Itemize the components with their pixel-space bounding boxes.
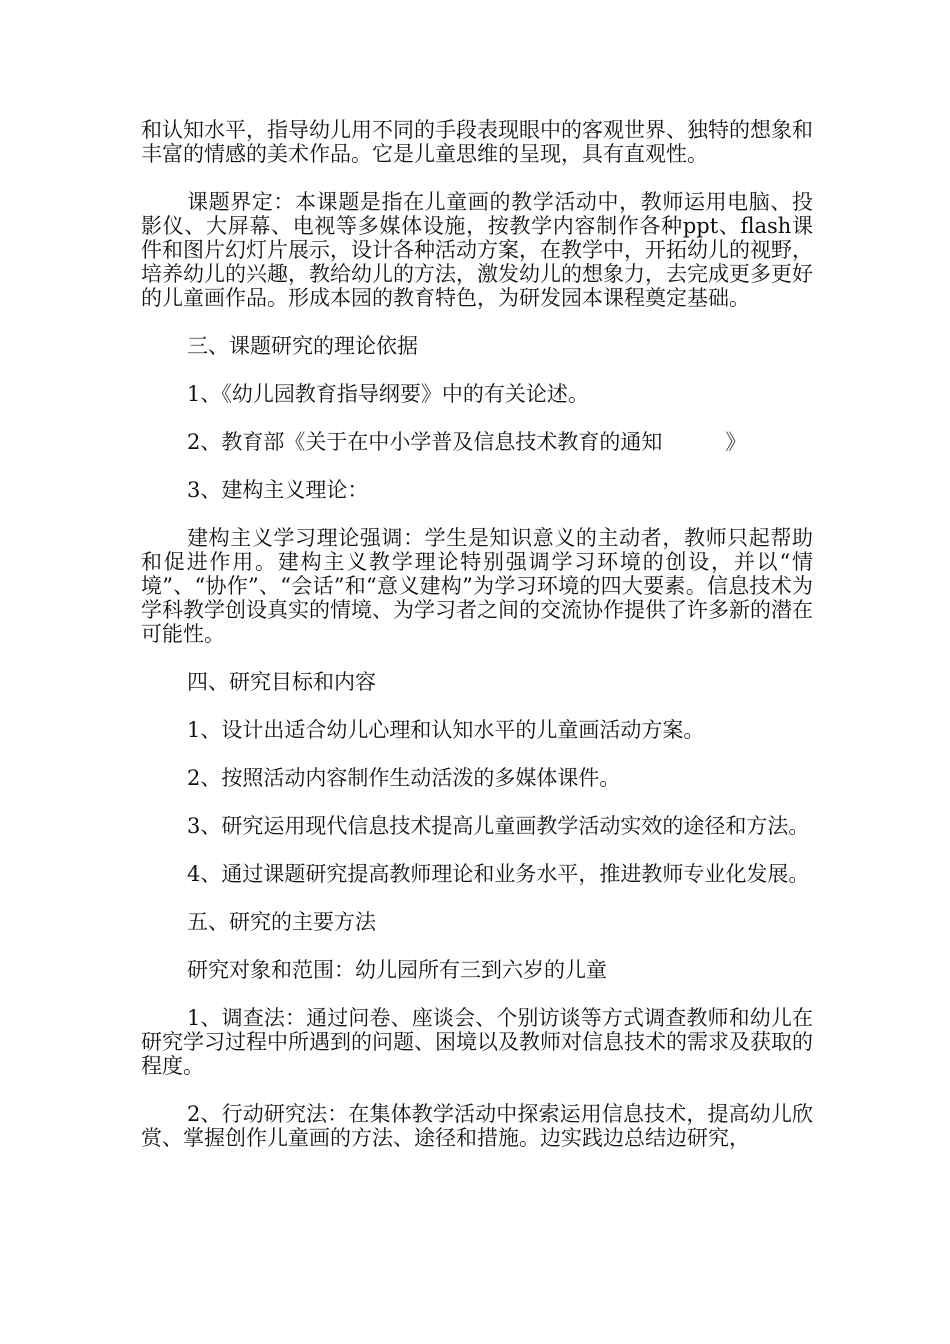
list-item: 2、按照活动内容制作生动活泼的多媒体课件。 — [187, 766, 621, 790]
section-heading-theory-basis: 三、课题研究的理论依据 — [187, 334, 418, 358]
paragraph-constructivism: 建构主义学习理论强调：学生是知识意义的主动者，教师只起帮助和促进作用。建构主义教学理论特别强调学习环境的创设，并以“情境”、“协作”、“会话”和“意义建构”为学习环境的四大要素。信息技术为学科教学创设真实的情境、为学习者之间的交流协作提供了许多新的潜在可能性。 — [141, 526, 813, 646]
document-page — [141, 118, 813, 1150]
list-item: 1、设计出适合幼儿心理和认知水平的儿童画活动方案。 — [187, 718, 705, 742]
list-item: 3、研究运用现代信息技术提高儿童画教学活动实效的途径和方法。 — [187, 814, 810, 838]
list-item: 4、通过课题研究提高教师理论和业务水平，推进教师专业化发展。 — [187, 862, 810, 886]
section-heading-goals: 四、研究目标和内容 — [187, 670, 376, 694]
section-heading-methods: 五、研究的主要方法 — [187, 910, 376, 934]
paragraph-survey-method: 1、调查法：通过问卷、座谈会、个别访谈等方式调查教师和幼儿在研究学习过程中所遇到的问题、困境以及教师对信息技术的需求及获取的程度。 — [141, 1006, 813, 1078]
list-item: 3、建构主义理论： — [187, 478, 369, 502]
list-item: 2、教育部《关于在中小学普及信息技术教育的通知 》 — [187, 430, 747, 454]
paragraph-topic-definition: 课题界定：本课题是指在儿童画的教学活动中，教师运用电脑、投影仪、大屏幕、电视等多媒体设施，按教学内容制作各种ppt、flash课件和图片幻灯片展示，设计各种活动方案，在教学中，开拓幼儿的视野，培养幼儿的兴趣，教给幼儿的方法，激发幼儿的想象力，去完成更多更好的儿童画作品。形成本园的教育特色，为研发园本课程奠定基础。 — [141, 190, 813, 310]
list-item: 1、《幼儿园教育指导纲要》中的有关论述。 — [187, 382, 589, 406]
research-scope: 研究对象和范围：幼儿园所有三到六岁的儿童 — [187, 958, 607, 982]
paragraph-action-research: 2、行动研究法：在集体教学活动中探索运用信息技术，提高幼儿欣赏、掌握创作儿童画的方法、途径和措施。边实践边总结边研究， — [141, 1102, 813, 1150]
paragraph-continuation: 和认知水平，指导幼儿用不同的手段表现眼中的客观世界、独特的想象和丰富的情感的美术作品。它是儿童思维的呈现，具有直观性。 — [141, 118, 813, 166]
